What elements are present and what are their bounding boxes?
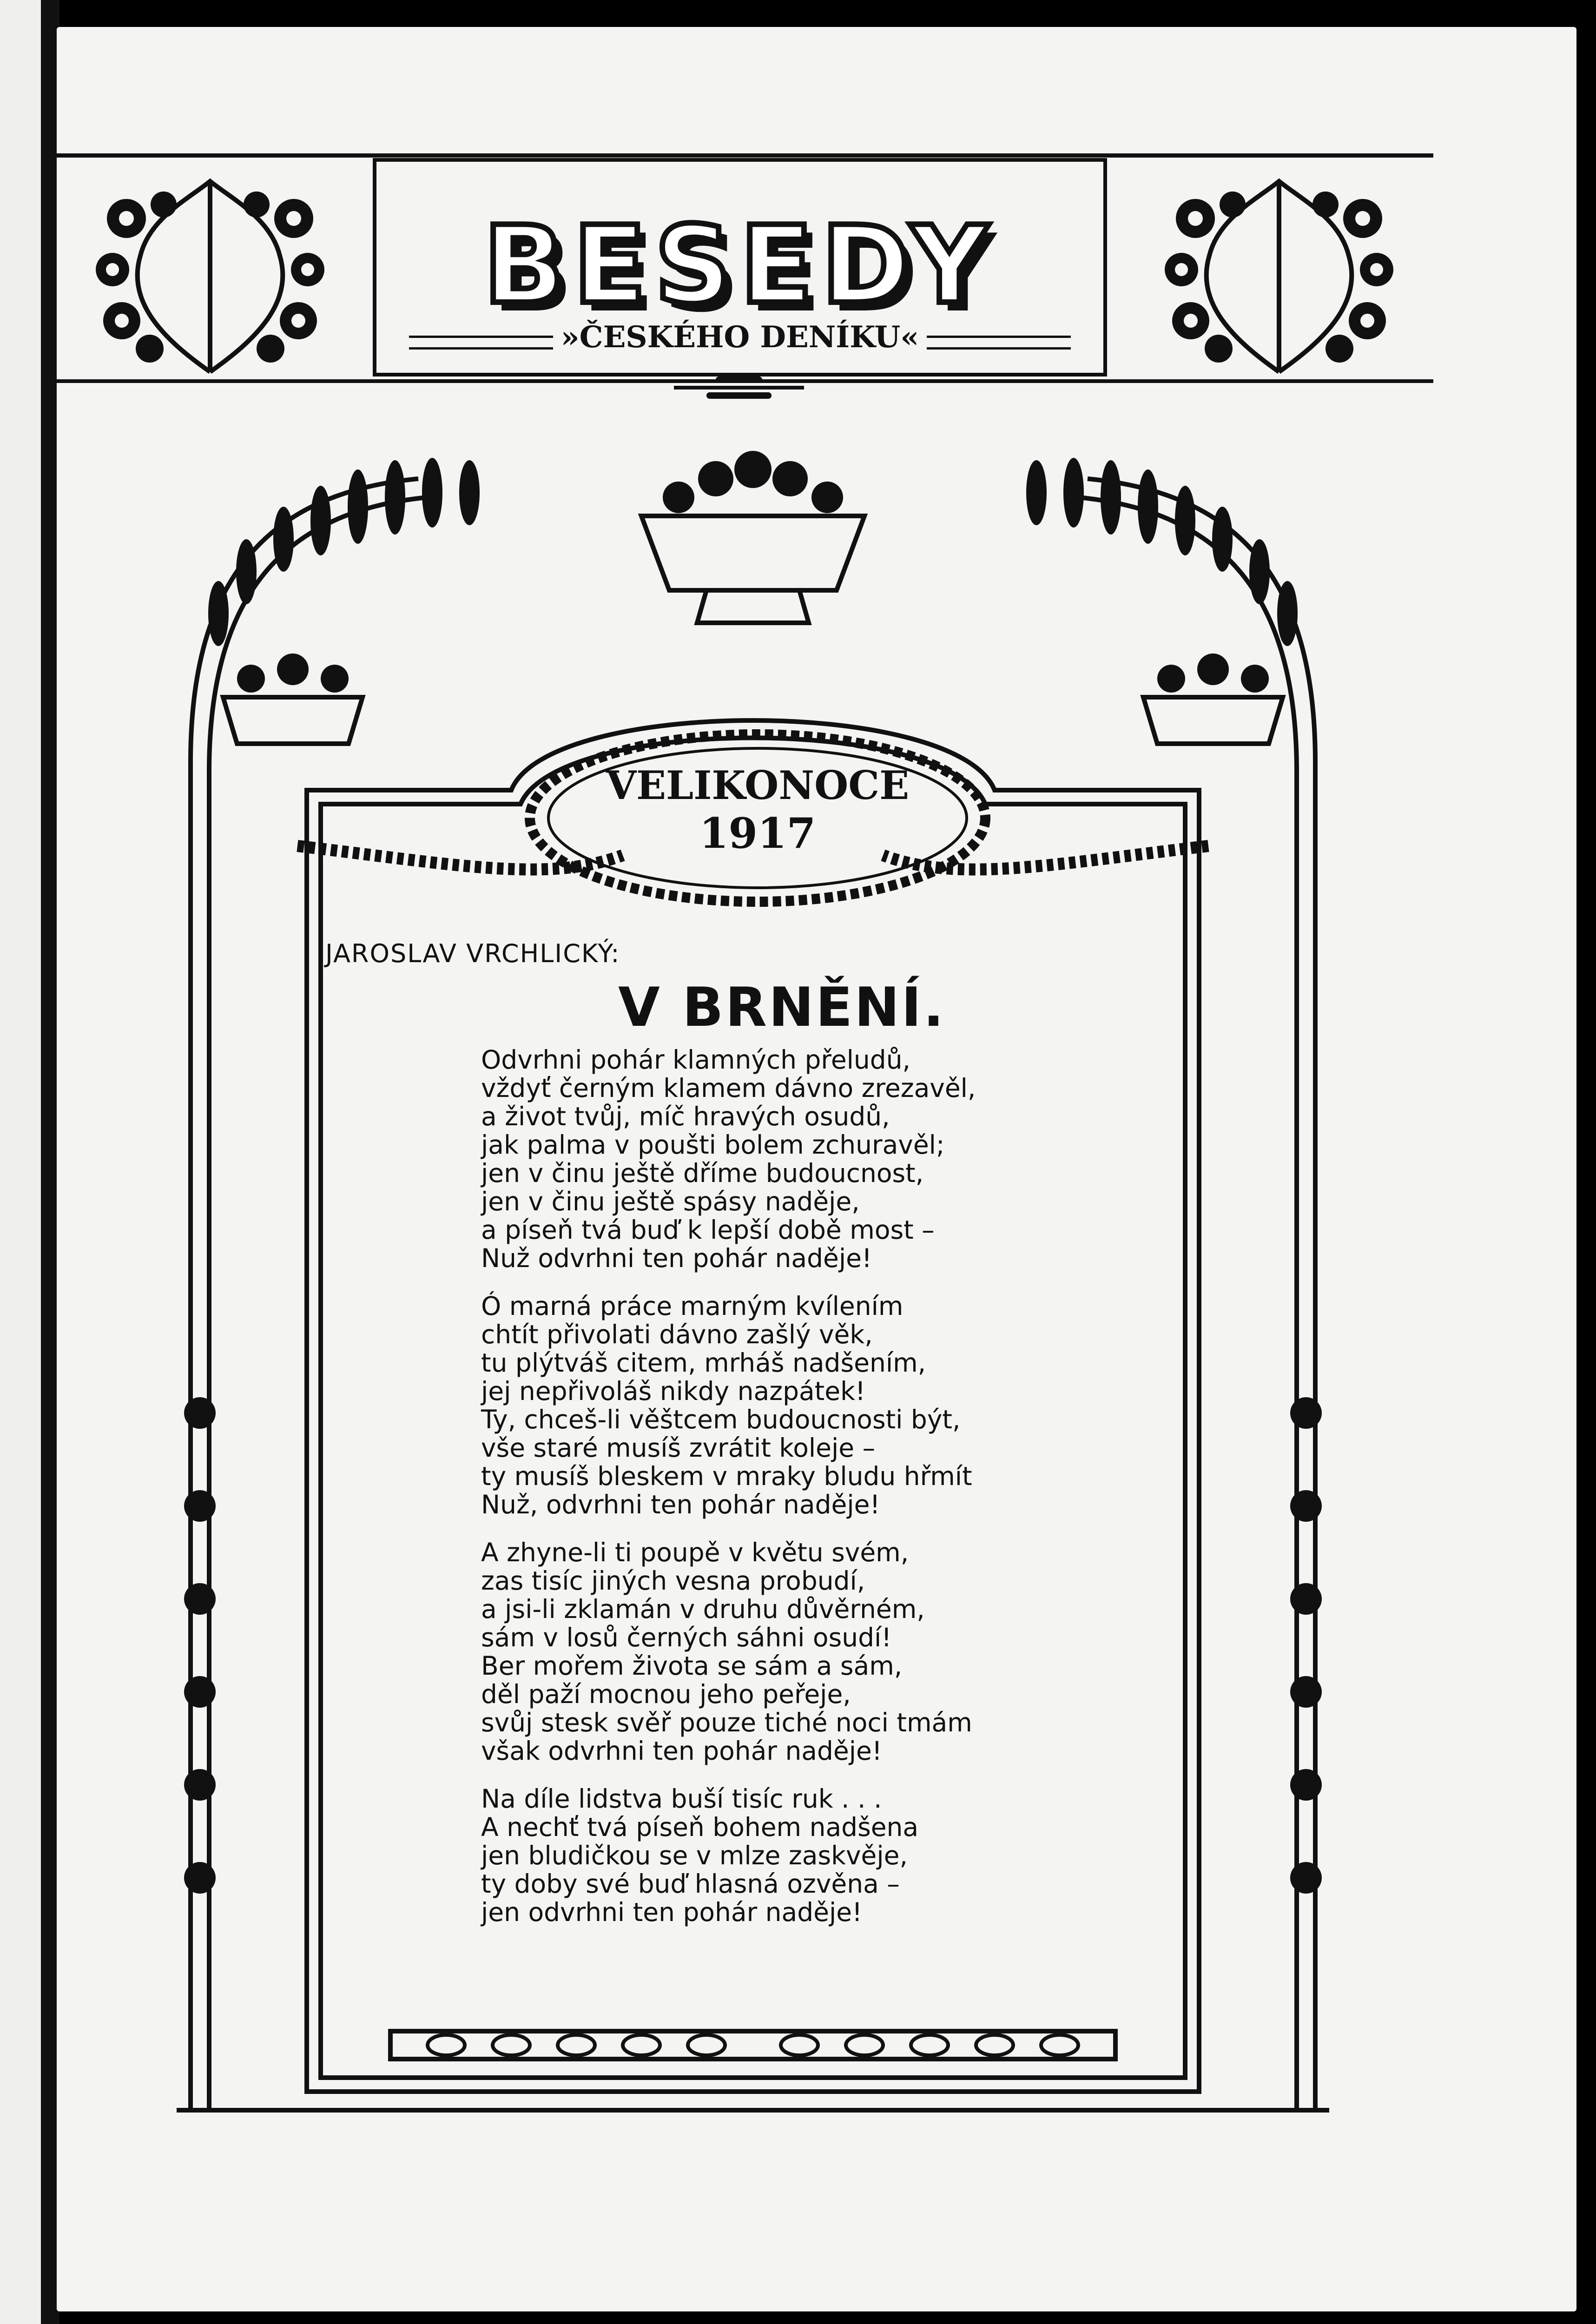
poem-line: jen odvrhni ten pohár naděje! bbox=[481, 1897, 863, 1927]
poem-line: svůj stesk svěř pouze tiché noci tmám bbox=[481, 1708, 972, 1737]
poem-line: vše staré musíš zvrátit koleje – bbox=[481, 1433, 876, 1463]
masthead-top-rule-thin bbox=[57, 156, 1433, 158]
poem-line: a život tvůj, míč hravých osudů, bbox=[481, 1102, 890, 1131]
poem-line: však odvrhni ten pohár naděje! bbox=[481, 1736, 882, 1766]
masthead-knot-ornament bbox=[674, 372, 804, 404]
poem-line: sám v losů černých sáhni osudí! bbox=[481, 1623, 892, 1652]
right-floral-ornament bbox=[1140, 163, 1418, 376]
poem-line: a píseň tvá buď k lepší době most – bbox=[481, 1215, 935, 1245]
poem-author: JAROSLAV VRCHLICKÝ: bbox=[325, 939, 620, 968]
poem-line: Ber mořem života se sám a sám, bbox=[481, 1651, 903, 1681]
poem-line: Nuž, odvrhni ten pohár naděje! bbox=[481, 1490, 880, 1519]
poem-line: Ó marná práce marným kvílením bbox=[481, 1291, 904, 1321]
poem-title: V BRNĚNÍ. bbox=[618, 976, 946, 1039]
poem-body bbox=[481, 1046, 1057, 1946]
poem-line: A nechť tvá píseň bohem nadšena bbox=[481, 1812, 919, 1842]
poem-line: zas tisíc jiných vesna probudí, bbox=[481, 1566, 865, 1596]
masthead-title: BESEDY bbox=[483, 204, 996, 328]
poem-line: jen v činu ještě dříme budoucnost, bbox=[481, 1158, 924, 1188]
poem-line: Na díle lidstva buší tisíc ruk . . . bbox=[481, 1784, 882, 1814]
title-cartouche bbox=[521, 725, 995, 911]
stanza bbox=[481, 1292, 1057, 1519]
stanza bbox=[481, 1785, 1057, 1927]
poem-line: chtít přivolati dávno zašlý věk, bbox=[481, 1320, 873, 1349]
poem-line: A zhyne-li ti poupě v květu svém, bbox=[481, 1538, 909, 1567]
poem-line: jej nepřivoláš nikdy nazpátek! bbox=[481, 1376, 865, 1406]
poem-line: jen bludičkou se v mlze zaskvěje, bbox=[481, 1841, 908, 1870]
subtitle-rule-right bbox=[927, 336, 1071, 350]
poem-line: tu plýtváš citem, mrháš nadšením, bbox=[481, 1348, 926, 1378]
cartouche-title: VELIKONOCE bbox=[606, 762, 910, 808]
poem-line: ty musíš bleskem v mraky bludu hřmít bbox=[481, 1461, 972, 1491]
poem-line: jen v činu ještě spásy naděje, bbox=[481, 1187, 860, 1216]
poem-line: Odvrhni pohár klamných přeludů, bbox=[481, 1045, 911, 1075]
masthead-subtitle: »ČESKÉHO DENÍKU« bbox=[561, 320, 919, 355]
left-floral-ornament bbox=[71, 163, 350, 376]
masthead bbox=[57, 153, 1433, 386]
stanza bbox=[481, 1538, 1057, 1765]
masthead-title-box bbox=[373, 158, 1107, 376]
poem-line: děl paží mocnou jeho peřeje, bbox=[481, 1679, 851, 1709]
cartouche-year: 1917 bbox=[699, 809, 816, 858]
poem-line: a jsi-li zklamán v druhu důvěrném, bbox=[481, 1594, 925, 1624]
poem-line: jak palma v poušti bolem zchuravěl; bbox=[481, 1130, 945, 1160]
poem-line: ty doby své buď hlasná ozvěna – bbox=[481, 1869, 900, 1899]
stanza bbox=[481, 1046, 1057, 1273]
poem-line: vždyť černým klamem dávno zrezavěl, bbox=[481, 1073, 976, 1103]
poem-line: Ty, chceš-li věštcem budoucnosti být, bbox=[481, 1405, 961, 1434]
poem-line: Nuž odvrhni ten pohár naděje! bbox=[481, 1243, 872, 1273]
